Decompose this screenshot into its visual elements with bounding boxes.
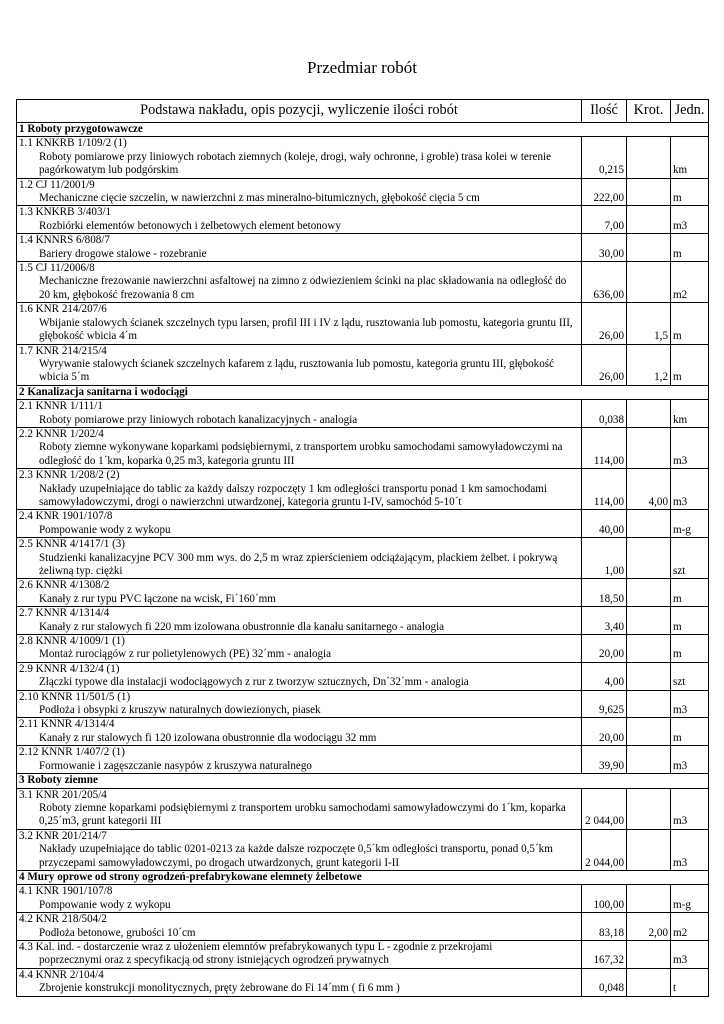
item-multiplier bbox=[627, 427, 671, 468]
table-row bbox=[17, 968, 709, 996]
item-text: Podłoża i obsypki z kruszyw naturalnych dowiezionych, piasek bbox=[39, 704, 321, 717]
table-row bbox=[17, 788, 709, 829]
table-row bbox=[17, 303, 709, 344]
item-multiplier bbox=[627, 538, 671, 579]
table-row bbox=[17, 206, 709, 234]
section-title: 4 Mury oprowe od strony ogrodzeń-prefabrykowane elemnety żelbetowe bbox=[17, 870, 709, 884]
item-code: 2.5 KNNR 4/1417/1 (3) bbox=[19, 538, 126, 551]
table-row bbox=[17, 400, 709, 428]
table-row bbox=[17, 262, 709, 303]
item-description-cell bbox=[17, 885, 582, 913]
item-text: Wbijanie stalowych ścianek szczelnych typu larsen, profil III i IV z lądu, rusztowania lub pomostu, kategoria gruntu III, głębokość wbicia 4´m bbox=[39, 316, 573, 343]
item-unit: m3 bbox=[671, 690, 709, 718]
item-text: Podłoża betonowe, grubości 10´cm bbox=[39, 926, 196, 939]
item-multiplier bbox=[627, 690, 671, 718]
item-description-cell bbox=[17, 510, 582, 538]
item-text: Mechaniczne frezowanie nawierzchni asfaltowej na zimno z odwiezieniem ścinki na plac składowania na odległość do 20 km, głębokość frezowania 8 cm bbox=[39, 275, 567, 301]
item-unit: m3 bbox=[671, 469, 709, 510]
item-code: 4.3 Kal. ind. - dostarczenie wraz z ułożeniem elemntów prefabrykowanych typu L - zgodnie z przekrojami bbox=[19, 940, 493, 953]
item-code: 2.1 KNNR 1/111/1 bbox=[19, 400, 103, 413]
item-description-cell bbox=[17, 746, 582, 774]
item-description-cell bbox=[17, 913, 582, 941]
item-multiplier bbox=[627, 718, 671, 746]
item-unit: szt bbox=[671, 662, 709, 690]
item-code: 2.8 KNNR 4/1009/1 (1) bbox=[19, 635, 126, 648]
page-title: Przedmiar robót bbox=[307, 58, 417, 77]
item-code: 4.1 KNR 1901/107/8 bbox=[19, 885, 113, 898]
item-text: Roboty pomiarowe przy liniowych robotach kanalizacyjnych - analogia bbox=[39, 413, 358, 426]
item-multiplier bbox=[627, 400, 671, 428]
item-text: Pompowanie wody z wykopu bbox=[39, 898, 171, 911]
item-code: 4.4 KNNR 2/104/4 bbox=[19, 968, 104, 981]
item-description-cell bbox=[17, 344, 582, 385]
table-row bbox=[17, 662, 709, 690]
item-unit: m bbox=[671, 344, 709, 385]
item-unit: km bbox=[671, 137, 709, 178]
item-multiplier bbox=[627, 510, 671, 538]
item-unit: m3 bbox=[671, 788, 709, 829]
item-code: 2.4 KNR 1901/107/8 bbox=[19, 510, 113, 523]
item-text: Zbrojenie konstrukcji monolitycznych, pręty żebrowane do Fi 14´mm ( fi 6 mm ) bbox=[39, 982, 400, 995]
item-quantity: 1,00 bbox=[582, 538, 627, 579]
item-unit: km bbox=[671, 400, 709, 428]
table-row bbox=[17, 885, 709, 913]
item-description-cell bbox=[17, 206, 582, 234]
item-description-cell bbox=[17, 579, 582, 607]
header-unit: Jedn. bbox=[671, 100, 709, 123]
item-multiplier bbox=[627, 829, 671, 870]
item-multiplier: 1,2 bbox=[627, 344, 671, 385]
item-multiplier bbox=[627, 968, 671, 996]
item-multiplier: 1,5 bbox=[627, 303, 671, 344]
header-quantity: Ilość bbox=[582, 100, 627, 123]
item-quantity: 26,00 bbox=[582, 344, 627, 385]
item-multiplier bbox=[627, 178, 671, 206]
section-row bbox=[17, 123, 709, 137]
item-description-cell bbox=[17, 178, 582, 206]
table-row bbox=[17, 427, 709, 468]
item-multiplier bbox=[627, 206, 671, 234]
item-unit: m bbox=[671, 607, 709, 635]
item-description-cell bbox=[17, 137, 582, 178]
item-text: Rozbiórki elementów betonowych i żelbetowych element betonowy bbox=[39, 219, 341, 232]
table-row bbox=[17, 690, 709, 718]
item-text: Montaż rurociągów z rur polietylenowych (PE) 32´mm - analogia bbox=[39, 648, 332, 661]
item-quantity: 114,00 bbox=[582, 427, 627, 468]
item-unit: m3 bbox=[671, 427, 709, 468]
item-multiplier bbox=[627, 234, 671, 262]
table-row bbox=[17, 344, 709, 385]
item-text: Bariery drogowe stalowe - rozebranie bbox=[39, 247, 207, 260]
item-multiplier: 4,00 bbox=[627, 469, 671, 510]
item-quantity: 114,00 bbox=[582, 469, 627, 510]
item-quantity: 18,50 bbox=[582, 579, 627, 607]
item-quantity: 26,00 bbox=[582, 303, 627, 344]
item-code: 1.4 KNNRS 6/808/7 bbox=[19, 234, 110, 247]
item-description-cell bbox=[17, 635, 582, 663]
item-code: 2.10 KNNR 11/501/5 (1) bbox=[19, 690, 131, 703]
item-unit: szt bbox=[671, 538, 709, 579]
item-code: 2.2 KNNR 1/202/4 bbox=[19, 427, 104, 440]
item-description-cell bbox=[17, 968, 582, 996]
item-quantity: 3,40 bbox=[582, 607, 627, 635]
item-code: 2.7 KNNR 4/1314/4 bbox=[19, 607, 110, 620]
item-quantity: 7,00 bbox=[582, 206, 627, 234]
item-text: Nakłady uzupełniające do tablic za każdy dalszy rozpoczęty 1 km odległości transportu ponad 1 km samochodami samowyładowczymi, drogi o nawierzchni utwardzonej, kategoria gruntu I-IV, samochód 5-10´t bbox=[39, 482, 547, 508]
item-code: 3.2 KNR 201/214/7 bbox=[19, 829, 107, 842]
item-quantity: 30,00 bbox=[582, 234, 627, 262]
item-unit: m3 bbox=[671, 746, 709, 774]
item-text: poprzecznymi oraz z specyfikacją od strony istniejących ogrodzeń prywatnych bbox=[39, 954, 389, 967]
item-unit: m bbox=[671, 303, 709, 344]
item-quantity: 39,90 bbox=[582, 746, 627, 774]
table-row bbox=[17, 234, 709, 262]
item-quantity: 0,215 bbox=[582, 137, 627, 178]
item-quantity: 0,048 bbox=[582, 968, 627, 996]
item-text: Roboty ziemne wykonywane koparkami podsiębiernymi, z transportem urobku samochodami samowyładowczymi na odległość do 1´km, koparka 0,25 m3, kategoria gruntu III bbox=[39, 441, 563, 467]
section-title: 1 Roboty przygotowawcze bbox=[17, 123, 709, 137]
item-multiplier bbox=[627, 788, 671, 829]
item-quantity: 83,18 bbox=[582, 913, 627, 941]
item-text: Kanały z rur typu PVC łączone na wcisk, Fi´160´mm bbox=[39, 592, 276, 605]
item-quantity: 2 044,00 bbox=[582, 829, 627, 870]
item-quantity: 4,00 bbox=[582, 662, 627, 690]
section-row bbox=[17, 385, 709, 399]
item-quantity: 40,00 bbox=[582, 510, 627, 538]
item-text: Nakłady uzupełniające do tablic 0201-0213 za każde dalsze rozpoczęte 0,5´km odległości transportu, ponad 0,5´km przyczepami samowyładowczymi, po drogach utwardzonych, grunt kategorii I-II bbox=[39, 843, 553, 869]
item-code: 2.12 KNNR 1/407/2 (1) bbox=[19, 746, 126, 759]
table-row bbox=[17, 178, 709, 206]
item-unit: m bbox=[671, 234, 709, 262]
table-row bbox=[17, 510, 709, 538]
section-row bbox=[17, 870, 709, 884]
table-row bbox=[17, 607, 709, 635]
item-text: Pompowanie wody z wykopu bbox=[39, 523, 171, 536]
table-row bbox=[17, 469, 709, 510]
item-code: 3.1 KNR 201/205/4 bbox=[19, 788, 107, 801]
item-code: 2.3 KNNR 1/208/2 (2) bbox=[19, 469, 120, 482]
item-multiplier: 2,00 bbox=[627, 913, 671, 941]
item-code: 2.6 KNNR 4/1308/2 bbox=[19, 579, 110, 592]
section-title: 3 Roboty ziemne bbox=[17, 774, 709, 788]
item-text: Wyrywanie stalowych ścianek szczelnych kafarem z lądu, rusztowania lub pomostu, kategoria gruntu III, głębokość wbicia 5´m bbox=[39, 357, 555, 384]
item-quantity: 20,00 bbox=[582, 718, 627, 746]
item-text: Kanały z rur stalowych fi 220 mm izolowana obustronnie dla kanału sanitarnego - analogia bbox=[39, 620, 445, 633]
table-body bbox=[17, 123, 709, 997]
item-quantity: 636,00 bbox=[582, 262, 627, 303]
item-multiplier bbox=[627, 137, 671, 178]
item-code: 1.1 KNKRB 1/109/2 (1) bbox=[19, 137, 127, 150]
item-text: Formowanie i zagęszczanie nasypów z kruszywa naturalnego bbox=[39, 759, 312, 772]
item-unit: m2 bbox=[671, 913, 709, 941]
item-code: 2.9 KNNR 4/132/4 (1) bbox=[19, 662, 120, 675]
section-row bbox=[17, 774, 709, 788]
item-description-cell bbox=[17, 718, 582, 746]
item-unit: m3 bbox=[671, 940, 709, 968]
item-text: Studzienki kanalizacyjne PCV 300 mm wys. do 2,5 m wraz zpierścieniem odciążającym, plackiem żelbet. i pokrywą żeliwną typ. ciężki bbox=[39, 551, 558, 577]
table-row bbox=[17, 538, 709, 579]
item-description-cell bbox=[17, 234, 582, 262]
item-text: Złączki typowe dla instalacji wodociągowych z rur z tworzyw sztucznych, Dn´32´mm - analogia bbox=[39, 676, 469, 689]
item-quantity: 0,038 bbox=[582, 400, 627, 428]
item-text: Roboty pomiarowe przy liniowych robotach ziemnych (koleje, drogi, wały ochronne, i groble) trasa kolei w terenie pagórkowatym lub podgórskim bbox=[39, 150, 552, 177]
item-multiplier bbox=[627, 579, 671, 607]
item-description-cell bbox=[17, 662, 582, 690]
item-unit: t bbox=[671, 968, 709, 996]
header-description: Podstawa nakładu, opis pozycji, wyliczenie ilości robót bbox=[17, 100, 582, 123]
table-row bbox=[17, 579, 709, 607]
table-row bbox=[17, 718, 709, 746]
item-code: 1.2 CJ 11/2001/9 bbox=[19, 178, 95, 191]
item-description-cell bbox=[17, 303, 582, 344]
item-unit: m-g bbox=[671, 510, 709, 538]
item-multiplier bbox=[627, 885, 671, 913]
item-unit: m bbox=[671, 718, 709, 746]
item-text: Kanały z rur stalowych fi 120 izolowana obustronnie dla wodociągu 32 mm bbox=[39, 731, 377, 744]
item-description-cell bbox=[17, 829, 582, 870]
item-description-cell bbox=[17, 427, 582, 468]
table-row bbox=[17, 829, 709, 870]
item-code: 4.2 KNR 218/504/2 bbox=[19, 913, 107, 926]
item-unit: m-g bbox=[671, 885, 709, 913]
item-description-cell bbox=[17, 469, 582, 510]
item-multiplier bbox=[627, 662, 671, 690]
section-title: 2 Kanalizacja sanitarna i wodociągi bbox=[17, 385, 709, 399]
item-text: Roboty ziemne koparkami podsiębiernymi z transportem urobku samochodami samowyładowczymi do 1´km, koparka 0,25´m3, grunt kategorii III bbox=[39, 801, 566, 828]
item-code: 2.11 KNNR 4/1314/4 bbox=[19, 718, 115, 731]
item-description-cell bbox=[17, 940, 582, 968]
item-description-cell bbox=[17, 400, 582, 428]
item-quantity: 2 044,00 bbox=[582, 788, 627, 829]
item-description-cell bbox=[17, 788, 582, 829]
header-multiplier: Krot. bbox=[627, 100, 671, 123]
item-text: Mechaniczne cięcie szczelin, w nawierzchni z mas mineralno-bitumicznych, głębokość cięcia 5 cm bbox=[39, 192, 480, 205]
item-multiplier bbox=[627, 607, 671, 635]
table-row bbox=[17, 635, 709, 663]
item-quantity: 222,00 bbox=[582, 178, 627, 206]
item-code: 1.5 CJ 11/2006/8 bbox=[19, 262, 95, 275]
item-multiplier bbox=[627, 262, 671, 303]
table-row bbox=[17, 913, 709, 941]
table-row bbox=[17, 940, 709, 968]
item-unit: m2 bbox=[671, 262, 709, 303]
item-unit: m bbox=[671, 579, 709, 607]
table-row bbox=[17, 137, 709, 178]
item-code: 1.7 KNR 214/215/4 bbox=[19, 344, 107, 357]
item-description-cell bbox=[17, 262, 582, 303]
item-code: 1.3 KNKRB 3/403/1 bbox=[19, 206, 112, 219]
item-multiplier bbox=[627, 940, 671, 968]
table-header-row bbox=[17, 100, 709, 123]
item-description-cell bbox=[17, 538, 582, 579]
item-quantity: 20,00 bbox=[582, 635, 627, 663]
item-quantity: 100,00 bbox=[582, 885, 627, 913]
item-unit: m bbox=[671, 635, 709, 663]
table-row bbox=[17, 746, 709, 774]
item-unit: m bbox=[671, 178, 709, 206]
item-quantity: 9,625 bbox=[582, 690, 627, 718]
item-unit: m3 bbox=[671, 829, 709, 870]
item-code: 1.6 KNR 214/207/6 bbox=[19, 303, 107, 316]
item-description-cell bbox=[17, 607, 582, 635]
item-multiplier bbox=[627, 746, 671, 774]
item-multiplier bbox=[627, 635, 671, 663]
item-unit: m3 bbox=[671, 206, 709, 234]
bill-of-quantities-table bbox=[16, 99, 709, 997]
item-quantity: 167,32 bbox=[582, 940, 627, 968]
item-description-cell bbox=[17, 690, 582, 718]
